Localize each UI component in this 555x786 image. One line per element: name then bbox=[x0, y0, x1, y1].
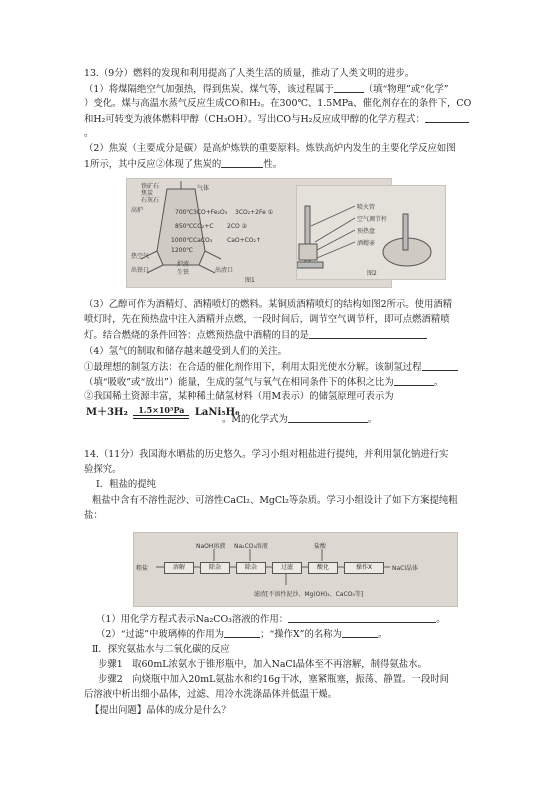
q14-step-2-line1: 步骤2 向烧瓶中加入20mL氨盐水和约16g干冰，塞紧瓶塞，振荡、静置。一段时间 bbox=[98, 674, 449, 685]
q13-part4-line5: 。M的化学式为 。 bbox=[222, 414, 378, 425]
q13-part2-line1: （2）焦炭（主要成分是碳）是高炉炼铁的重要原料。炼铁高炉内发生的主要化学反应如图 bbox=[84, 143, 456, 154]
fig2-label-air-rod: 空气调节杆 bbox=[357, 216, 388, 223]
fig1-temp-1000: 1000℃ bbox=[171, 237, 194, 244]
fig1-label-coke: 焦炭 bbox=[141, 190, 154, 197]
q14-step-2-line2: 后溶液中析出细小晶体，过滤、用冷水洗涤晶体并低温干燥。 bbox=[84, 689, 338, 700]
fig1-reaction-3-left: CaCO₃ bbox=[193, 237, 213, 244]
q14-part2: （2）“过滤”中玻璃棒的作用为 ；“操作X”的名称为 。 bbox=[96, 629, 388, 640]
answer-blank-2[interactable] bbox=[425, 112, 469, 123]
fig1-temp-700: 700℃ bbox=[175, 209, 194, 216]
fig2-label-alcohol-pot: 酒精壶 bbox=[357, 240, 376, 247]
q13-part1-line1: （1）将煤隔绝空气加强热，得到焦炭、煤气等，该过程属于 （填“物理”或“化学” bbox=[84, 84, 449, 95]
figure-2-alcohol-lamp bbox=[296, 185, 446, 280]
flow-step-filter: 过滤 bbox=[272, 562, 302, 574]
fig1-reaction-2-left: CO₂+C bbox=[193, 223, 214, 230]
q13-part3-line3: 灯。结合燃烧的条件回答：点燃预热盘中酒精的目的是 bbox=[84, 328, 427, 343]
fig1-label-limestone: 石灰石 bbox=[141, 197, 160, 204]
q13-part3-line1: （3）乙醇可作为酒精灯、酒精喷灯的燃料。某铜质酒精喷灯的结构如图2所示。使用酒精 bbox=[84, 299, 453, 310]
q14-stem-line2: 验探究。 bbox=[84, 464, 122, 475]
answer-blank-6[interactable] bbox=[394, 375, 434, 386]
fig1-reaction-2-right: 2CO ② bbox=[227, 223, 248, 230]
answer-blank-7[interactable] bbox=[288, 412, 368, 423]
answer-blank-4[interactable] bbox=[309, 328, 427, 339]
flow-reagent-naoh: NaOH溶液 bbox=[196, 543, 226, 550]
fig1-label-ore: 铁矿石 bbox=[141, 183, 160, 190]
q13-part1-line3: 和H₂可转变为液体燃料甲醇（CH₃OH）。写出CO与H₂反应成甲醇的化学方程式： bbox=[84, 112, 469, 127]
flow-step-dissolve: 溶解 bbox=[164, 562, 194, 574]
equation-condition: 1.5×10⁵Pa bbox=[138, 405, 185, 415]
answer-blank-8[interactable] bbox=[288, 612, 436, 623]
equation-right: LaNi₅H₆ bbox=[194, 407, 240, 418]
q13-part1-line2: ）变化。煤与高温水蒸气反应生成CO和H₂。在300℃、1.5MPa、催化剂存在的条件下，CO bbox=[84, 98, 472, 109]
answer-blank-5[interactable] bbox=[422, 360, 458, 371]
fig1-label-iron-outlet: 出铁口 bbox=[131, 267, 150, 274]
flow-residue: 滤渣[不溶性泥沙、Mg(OH)₂、CaCO₃等] bbox=[254, 591, 364, 598]
q14-question: 【提出问题】晶体的成分是什么？ bbox=[90, 705, 231, 716]
q13-stem: 13.（9分）燃料的发现和利用提高了人类生活的质量，推动了人类文明的进步。 bbox=[84, 68, 415, 79]
purification-flowchart bbox=[133, 532, 458, 607]
q14-section-2-heading: Ⅱ．探究氨盐水与二氧化碳的反应 bbox=[92, 644, 230, 655]
answer-blank-9[interactable] bbox=[224, 627, 260, 638]
q14-stem-line1: 14.（11分）我国海水晒盐的历史悠久。学习小组对粗盐进行提纯，并利用氯化钠进行实 bbox=[84, 449, 449, 460]
fig2-label-preheat-tray: 预热盘 bbox=[357, 228, 376, 235]
q14-step-1: 步骤1 取60mL浓氨水于锥形瓶中，加入NaCl晶体至不再溶解，制得氨盐水。 bbox=[98, 659, 427, 670]
q13-part4-line1: （4）氢气的制取和储存越来越受到人们的关注。 bbox=[84, 346, 287, 357]
fig2-label-nozzle: 喷火管 bbox=[357, 204, 376, 211]
flow-step-remove-1: 除杂 bbox=[200, 562, 230, 574]
fig1-reaction-1-right: 3CO₂+2Fe ① bbox=[235, 209, 274, 216]
fig1-reaction-1-left: 3CO+Fe₂O₃ bbox=[193, 209, 228, 216]
fig1-reaction-3-right: CaO+CO₂↑ bbox=[227, 237, 261, 244]
flow-reagent-na2co3: Na₂CO₃溶液 bbox=[234, 543, 268, 550]
q13-part2-line2: 1所示，其中反应②体现了焦炭的 性。 bbox=[84, 159, 282, 170]
fig1-label-slag: 炉渣 bbox=[177, 261, 190, 268]
flow-product-nacl: NaCl晶体 bbox=[392, 565, 419, 572]
flow-reagent-hcl: 盐酸 bbox=[314, 543, 327, 550]
answer-blank-3[interactable] bbox=[221, 157, 263, 168]
fig1-label-hot-air: 热空气 bbox=[131, 253, 150, 260]
answer-blank-10[interactable] bbox=[342, 627, 378, 638]
fig1-temp-1200: 1200℃ bbox=[171, 247, 194, 254]
q14-section-1-line1: 粗盐中含有不溶性泥沙、可溶性CaCl₂、MgCl₂等杂质。学习小组设计了如下方案提纯粗 bbox=[92, 495, 458, 506]
storage-equation bbox=[86, 403, 240, 419]
q14-section-1-line2: 盐： bbox=[84, 510, 103, 521]
answer-blank-1[interactable] bbox=[334, 82, 364, 93]
equation-arrow bbox=[133, 406, 189, 419]
fig1-label-gas: 气体 bbox=[197, 185, 210, 192]
fig2-caption: 图2 bbox=[367, 270, 377, 277]
q13-part3-line2: 喷灯时，先在预热盘中注入酒精并点燃，一段时间后，调节空气调节杆，即可点燃酒精喷 bbox=[84, 314, 450, 325]
q13-part1-line4: 。 bbox=[84, 128, 94, 139]
fig1-caption: 图1 bbox=[245, 277, 255, 284]
q14-part1: （1）用化学方程式表示Na₂CO₃溶液的作用： 。 bbox=[96, 614, 446, 625]
q13-part4-line3: （填“吸收”或“放出”）能量，生成的氢气与氧气在相同条件下的体积之比为 。 bbox=[84, 377, 444, 388]
q13-part4-line2: ①最理想的制氢方法：在合适的催化剂作用下，利用太阳光使水分解。该制氢过程 bbox=[84, 360, 458, 375]
flow-step-crude-salt: 粗盐 bbox=[136, 565, 149, 572]
flow-step-acidify: 酸化 bbox=[308, 562, 338, 574]
flow-step-remove-2: 除杂 bbox=[236, 562, 266, 574]
fig1-label-slag-outlet: 出渣口 bbox=[215, 267, 234, 274]
fig1-label-furnace: 高炉 bbox=[131, 207, 144, 214]
equation-left: M＋3H₂ bbox=[86, 407, 128, 418]
fig1-label-pig-iron: 生铁 bbox=[177, 269, 190, 276]
q13-part4-line4: ②我国稀土资源丰富，某种稀土储氢材料（用M表示）的储氢原理可表示为 bbox=[84, 391, 394, 402]
q14-section-1-heading: Ⅰ．粗盐的提纯 bbox=[96, 479, 156, 490]
fig1-temp-850: 850℃ bbox=[175, 223, 194, 230]
flow-step-operation-x: 操作X bbox=[344, 562, 384, 574]
